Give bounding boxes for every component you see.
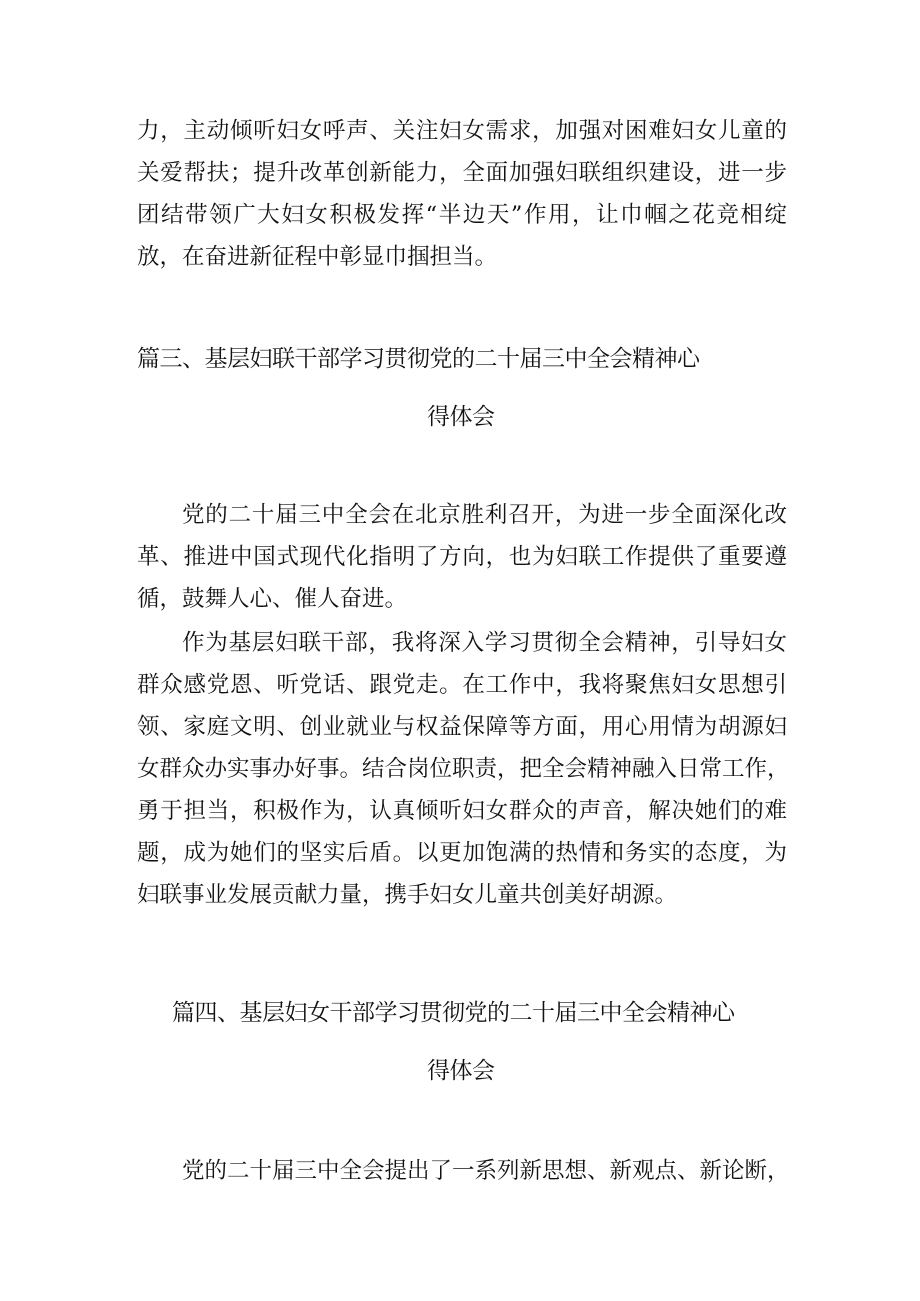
section-3-title-continued: 得体会 <box>427 404 495 430</box>
text-line: 团结带领广大妇女积极发挥“半边天”作用，让巾帼之花竞相绽 <box>137 202 787 228</box>
section-4-title: 篇四、基层妇女干部学习贯彻党的二十届三中全会精神心 <box>172 1000 735 1026</box>
text-line: 党的二十届三中全会提出了一系列新思想、新观点、新论断， <box>182 1158 790 1184</box>
text-line: 循，鼓舞人心、催人奋进。 <box>137 586 408 612</box>
text-line: 力，主动倾听妇女呼声、关注妇女需求，加强对困难妇女儿童的 <box>137 118 787 144</box>
section-3-title: 篇三、基层妇联干部学习贯彻党的二十届三中全会精神心 <box>137 346 700 372</box>
text-line: 领、家庭文明、创业就业与权益保障等方面，用心用情为胡源妇 <box>137 714 787 740</box>
text-line: 关爱帮扶；提升改革创新能力，全面加强妇联组织建设，进一步 <box>137 160 787 186</box>
text-line: 革、推进中国式现代化指明了方向，也为妇联工作提供了重要遵 <box>137 544 787 570</box>
text-line: 党的二十届三中全会在北京胜利召开，为进一步全面深化改 <box>182 502 787 528</box>
text-line: 群众感党恩、听党话、跟党走。在工作中，我将聚焦妇女思想引 <box>137 672 787 698</box>
text-line: 放，在奋进新征程中彰显巾掴担当。 <box>137 244 498 270</box>
text-line: 作为基层妇联干部，我将深入学习贯彻全会精神，引导妇女 <box>182 630 787 656</box>
text-line: 勇于担当，积极作为，认真倾听妇女群众的声音，解决她们的难 <box>137 798 787 824</box>
text-line: 题，成为她们的坚实后盾。以更加饱满的热情和务实的态度，为 <box>137 840 787 866</box>
section-4-title-continued: 得体会 <box>427 1058 495 1084</box>
text-line: 妇联事业发展贡献力量，携手妇女儿童共创美好胡源。 <box>137 882 678 908</box>
text-line: 女群众办实事办好事。结合岗位职责，把全会精神融入日常工作， <box>137 756 790 782</box>
